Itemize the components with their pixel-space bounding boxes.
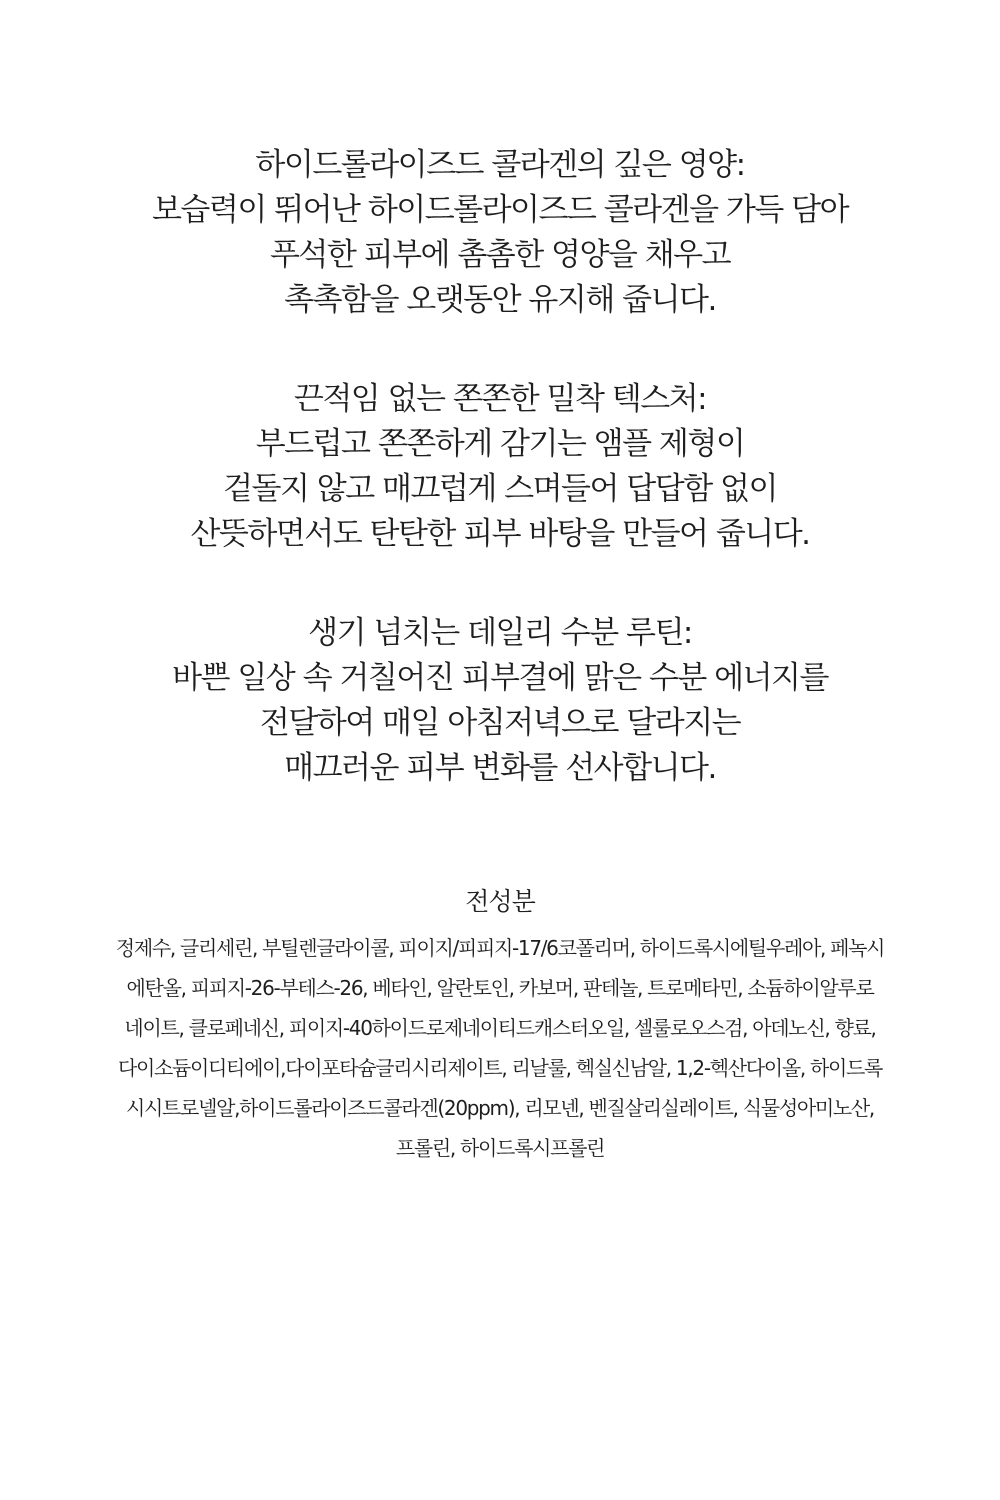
section-heading: 하이드롤라이즈드 콜라겐의 깊은 영양:: [255, 147, 745, 183]
ingredients-line: 시시트로넬알,하이드롤라이즈드콜라겐(20ppm), 리모넨, 벤질살리실레이트, 식물성아미노산,: [126, 1096, 874, 1120]
ingredients-block: [60, 882, 940, 1168]
ingredients-title: 전성분: [465, 887, 535, 916]
ingredients-line: 프롤린, 하이드록시프롤린: [395, 1136, 605, 1160]
section-heading: 생기 넘치는 데일리 수분 루틴:: [308, 615, 692, 651]
section-text-line: 촉촉함을 오랫동안 유지해 줍니다.: [284, 282, 716, 318]
section-text-line: 산뜻하면서도 탄탄한 피부 바탕을 만들어 줍니다.: [190, 516, 810, 552]
ingredients-line: 정제수, 글리세린, 부틸렌글라이콜, 피이지/피피지-17/6코폴리머, 하이드록시에틸우레아, 페녹시: [115, 936, 885, 960]
section-text-line: 보습력이 뛰어난 하이드롤라이즈드 콜라겐을 가득 담아: [151, 192, 849, 228]
section-text-line: 전달하여 매일 아침저녁으로 달라지는: [259, 705, 741, 741]
feature-sections: [0, 143, 1000, 845]
ingredients-line: 다이소듐이디티에이,다이포타슘글리시리제이트, 리날룰, 헥실신남알, 1,2-헥산다이올, 하이드록: [117, 1056, 883, 1080]
ingredients-line: 네이트, 클로페네신, 피이지-40하이드로제네이티드캐스터오일, 셀룰로오스검, 아데노신, 향료,: [124, 1016, 876, 1040]
feature-section-texture: [0, 377, 1000, 557]
feature-section-daily-routine: [0, 611, 1000, 791]
section-text-line: 부드럽고 쫀쫀하게 감기는 앰플 제형이: [255, 426, 745, 462]
ingredients-line: 에탄올, 피피지-26-부테스-26, 베타인, 알란토인, 카보머, 판테놀, 트로메타민, 소듐하이알루로: [126, 976, 874, 1000]
feature-section-collagen-nutrition: [0, 143, 1000, 323]
section-text-line: 푸석한 피부에 촘촘한 영양을 채우고: [269, 237, 731, 273]
section-text-line: 매끄러운 피부 변화를 선사합니다.: [284, 750, 716, 786]
section-text-line: 겉돌지 않고 매끄럽게 스며들어 답답함 없이: [223, 471, 777, 507]
section-text-line: 바쁜 일상 속 거칠어진 피부결에 맑은 수분 에너지를: [172, 660, 828, 696]
section-heading: 끈적임 없는 쫀쫀한 밀착 텍스처:: [293, 381, 707, 417]
